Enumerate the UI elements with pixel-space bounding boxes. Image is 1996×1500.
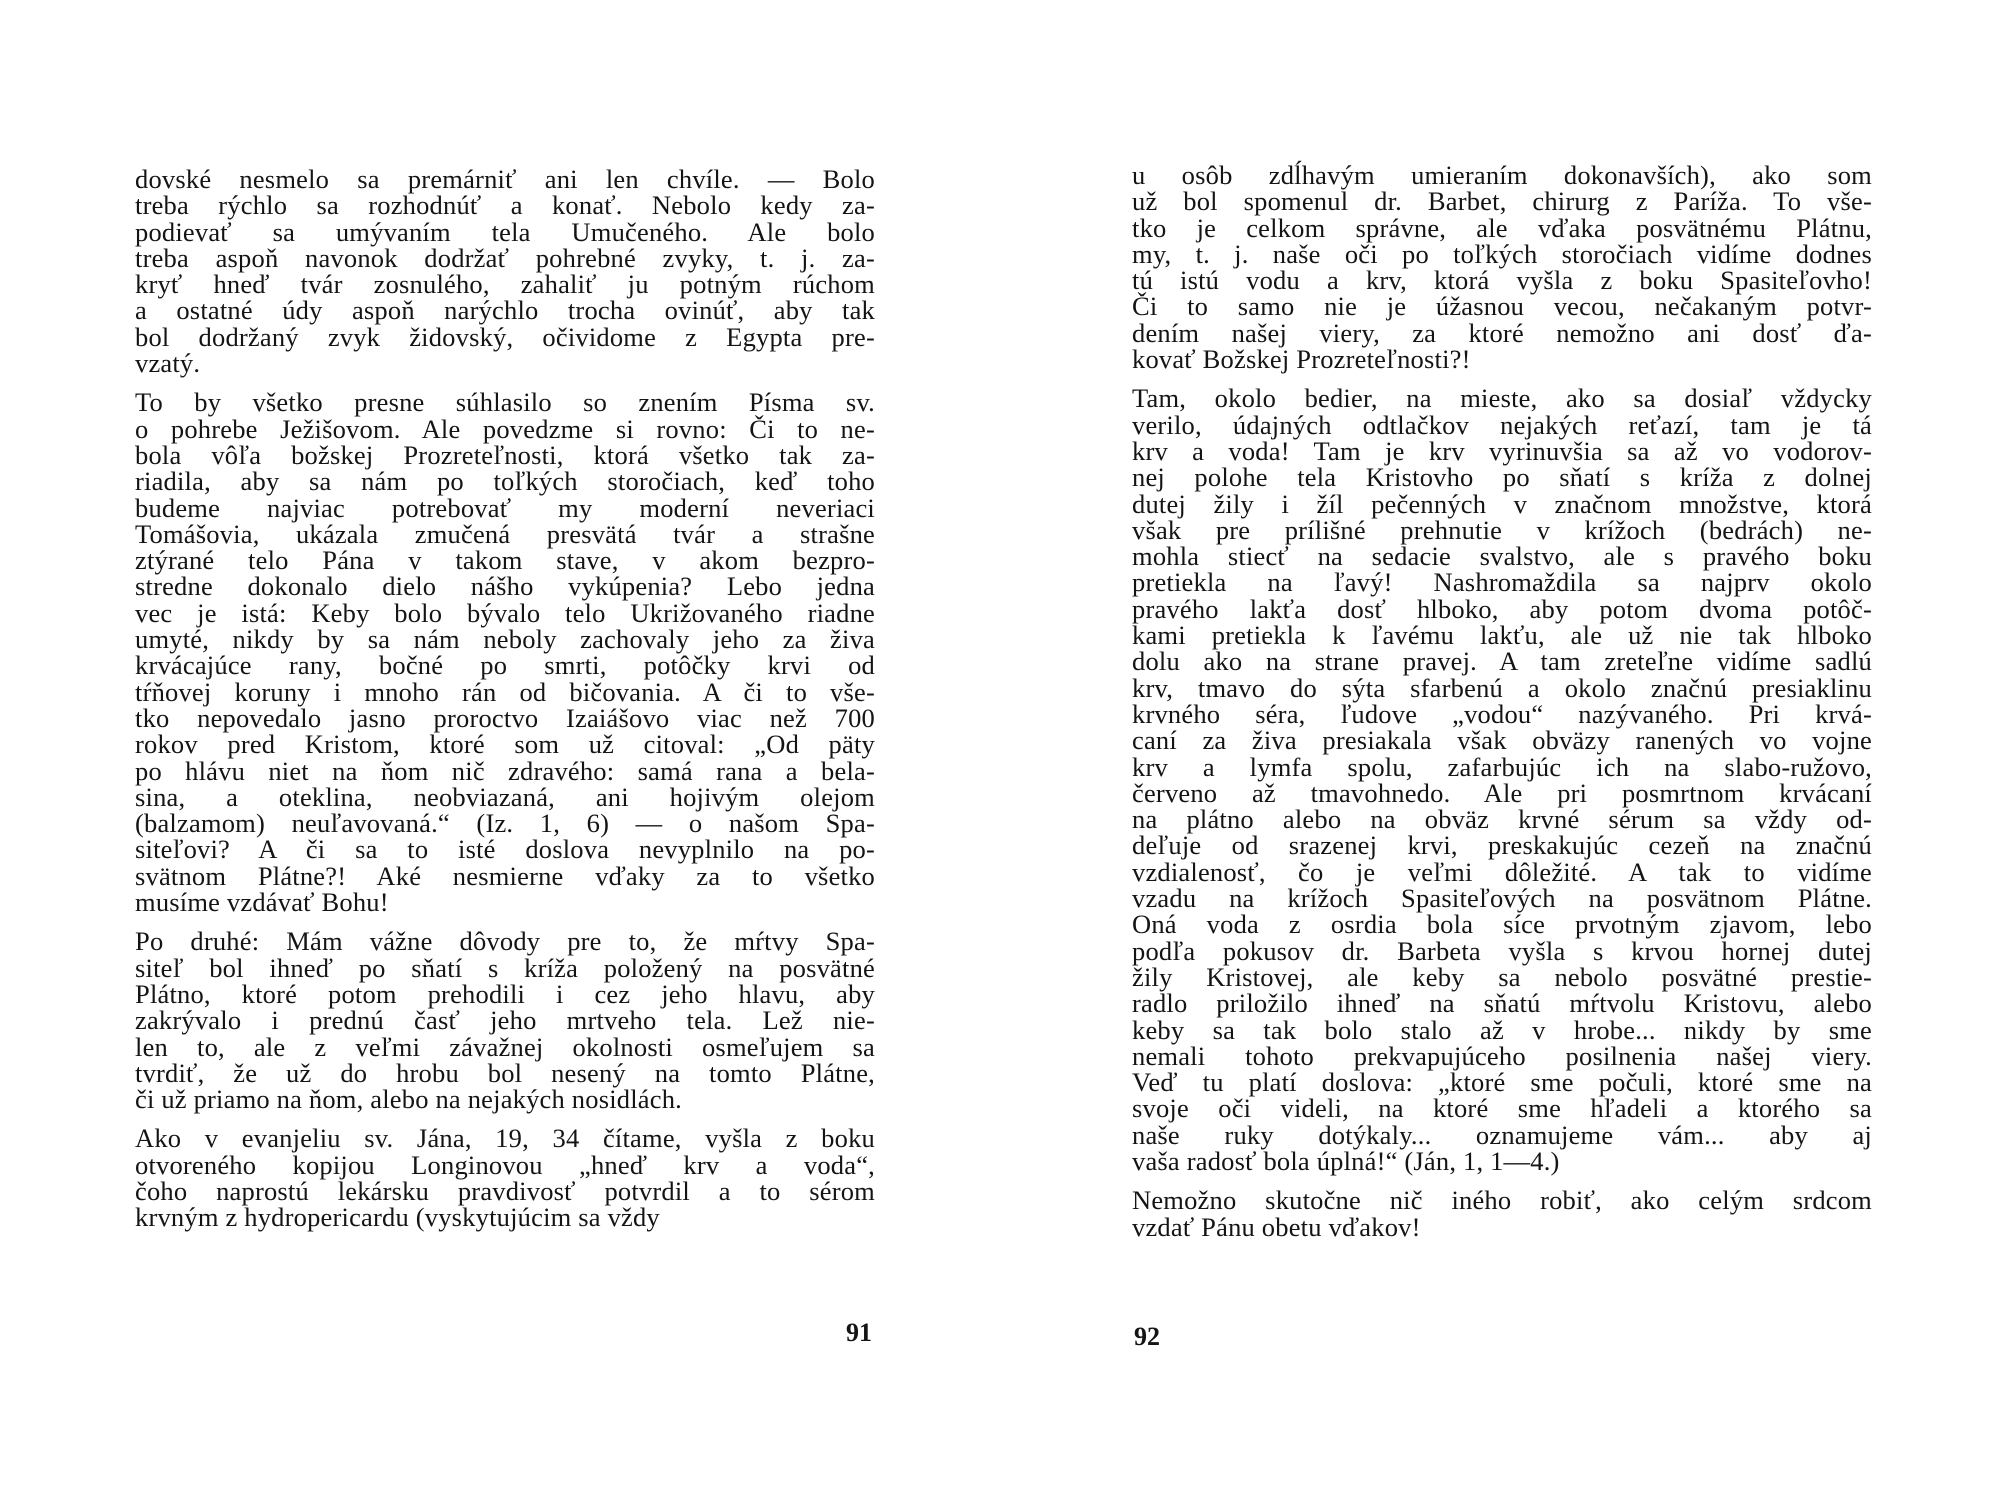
text-line: či už priamo na ňom, alebo na nejakých nosidlách. — [135, 1084, 682, 1115]
text-line: zakrývalo i prednú časť jeho mrtveho tela. Lež nie- — [135, 1005, 875, 1036]
text-line: naše ruky dotýkaly... oznamujeme vám... aby aj — [1132, 1119, 1872, 1150]
text-line: dolu ako na strane pravej. A tam zreteľne vidíme sadlú — [1132, 646, 1872, 677]
text-line: Tam, okolo bedier, na mieste, ako sa dosiaľ vždycky — [1132, 383, 1872, 414]
text-line: krv, tmavo do sýta sfarbenú a okolo značnú presiaklinu — [1132, 672, 1872, 703]
text-line: musíme vzdávať Bohu! — [135, 887, 389, 918]
text-line: kovať Božskej Prozreteľnosti?! — [1132, 344, 1471, 375]
text-line: po hlávu niet na ňom nič zdravého: samá rana a bela- — [135, 755, 875, 786]
paragraph — [1132, 160, 1872, 375]
text-line: tú istú vodu a krv, ktorá vyšla z boku Spasiteľovho! — [1132, 265, 1872, 296]
page-number: 91 — [846, 1318, 872, 1347]
text-line: radlo priložilo ihneď na sňatú mŕtvolu Kristovu, alebo — [1132, 988, 1872, 1019]
text-line: nemali tohoto prekvapujúceho posilnenia našej viery. — [1132, 1040, 1872, 1071]
text-line: siteľovi? A či sa to isté doslova nevyplnilo na po- — [135, 834, 875, 865]
text-line: treba aspoň navonok dodržať pohrebné zvyky, t. j. za- — [135, 242, 875, 273]
text-line: krvácajúce rany, bočné po smrti, potôčky krvi od — [135, 650, 875, 681]
text-line: vzatý. — [135, 348, 201, 379]
text-line: dutej žily i žíl pečenných v značnom množstve, ktorá — [1132, 488, 1872, 519]
text-line: vzdať Pánu obetu vďakov! — [1132, 1211, 1421, 1242]
text-line: verilo, údajných odtlačkov nejakých reťazí, tam je tá — [1132, 409, 1872, 440]
text-line: budeme najviac potrebovať my moderní neveriaci — [135, 492, 875, 523]
text-line: krvným z hydropericardu (vyskytujúcim sa vždy — [135, 1202, 660, 1233]
text-line: otvoreného kopijou Longinovou „hneď krv a voda“, — [135, 1149, 875, 1180]
text-line: pravého lakťa dosť hlboko, aby potom dvoma potôč- — [1132, 593, 1872, 624]
text-line: čoho naprostú lekársku pravdivosť potvrdil a to sérom — [135, 1175, 875, 1206]
text-line: my, t. j. naše oči po toľkých storočiach vidíme dodnes — [1132, 238, 1872, 269]
text-line: deľuje od srazenej krvi, preskakujúc cezeň na značnú — [1132, 830, 1872, 861]
text-line: krv a voda! Tam je krv vyrinuvšia sa až vo vodorov- — [1132, 435, 1872, 466]
text-line: tŕňovej koruny i mnoho rán od bičovania. A či to vše- — [135, 676, 875, 707]
text-line: podľa pokusov dr. Barbeta vyšla s krvou hornej dutej — [1132, 935, 1872, 966]
text-line: krvného séra, ľudove „vodou“ nazývaného. Pri krvá- — [1132, 698, 1872, 729]
text-line: keby sa tak bolo stalo až v hrobe... nikdy by sme — [1132, 1014, 1872, 1045]
text-line: siteľ bol ihneď po sňatí s kríža položený na posvätné — [135, 952, 875, 983]
text-line: však pre prílišné prehnutie v krížoch (bedrách) ne- — [1132, 514, 1872, 545]
paragraph — [135, 1123, 875, 1233]
page-number: 92 — [1134, 1322, 1160, 1351]
text-line: na plátno alebo na obväz krvné sérum sa vždy od- — [1132, 804, 1872, 835]
text-line: bol dodržaný zvyk židovský, očividome z Egypta pre- — [135, 321, 875, 352]
text-line: (balzamom) neuľavovaná.“ (Iz. 1, 6) — o našom Spa- — [135, 808, 875, 839]
text-line: podievať sa umývaním tela Umučeného. Ale bolo — [135, 216, 875, 247]
text-line: Veď tu platí doslova: „ktoré sme počuli, ktoré sme na — [1132, 1067, 1872, 1098]
text-line: vec je istá: Keby bolo bývalo telo Ukrižovaného riadne — [135, 597, 875, 628]
left-page-text — [135, 166, 875, 1231]
text-line: Tomášovia, ukázala zmučená presvätá tvár a strašne — [135, 518, 875, 549]
text-line: žily Kristovej, ale keby sa nebolo posvätné prestie- — [1132, 961, 1872, 992]
text-line: u osôb zdĺhavým umieraním dokonavších), ako som — [1132, 160, 1872, 190]
text-line: dovské nesmelo sa premárniť ani len chvíle. — Bolo — [135, 164, 875, 194]
text-line: kryť hneď tvár zosnulého, zahaliť ju potným rúchom — [135, 269, 875, 300]
text-line: Po druhé: Mám vážne dôvody pre to, že mŕtvy Spa- — [135, 926, 875, 957]
text-line: tvrdiť, že už do hrobu bol nesený na tomto Plátne, — [135, 1057, 875, 1088]
text-line: umyté, nikdy by sa nám neboly zachovaly jeho za živa — [135, 624, 875, 655]
text-line: stredne dokonalo dielo nášho vykúpenia? Lebo jedna — [135, 571, 875, 602]
text-line: caní za živa presiakala však obväzy ranených vo vojne — [1132, 725, 1872, 756]
text-line: Ako v evanjeliu sv. Jána, 19, 34 čítame, vyšla z boku — [135, 1123, 875, 1154]
text-line: červeno až tmavohnedo. Ale pri posmrtnom krvácaní — [1132, 777, 1872, 808]
text-line: tko je celkom správne, ale vďaka posvätnému Plátnu, — [1132, 212, 1872, 243]
text-line: mohla stiecť na sedacie svalstvo, ale s pravého boku — [1132, 541, 1872, 572]
paragraph — [1132, 385, 1872, 1174]
text-line: už bol spomenul dr. Barbet, chirurg z Paríža. To vše- — [1132, 186, 1872, 217]
text-line: treba rýchlo sa rozhodnúť a konať. Nebolo kedy za- — [135, 190, 875, 221]
text-line: o pohrebe Ježišovom. Ale povedzme si rovno: Či to ne- — [135, 413, 875, 444]
text-line: Nemožno skutočne nič iného robiť, ako celým srdcom — [1132, 1185, 1872, 1216]
right-page — [998, 0, 1996, 1500]
text-line: rokov pred Kristom, ktoré som už citoval: „Od päty — [135, 729, 875, 760]
text-line: bola vôľa božskej Prozreteľnosti, ktorá všetko tak za- — [135, 439, 875, 470]
text-line: pretiekla na ľavý! Nashromaždila sa najprv okolo — [1132, 567, 1872, 598]
text-line: vzadu na krížoch Spasiteľových na posvätnom Plátne. — [1132, 883, 1872, 914]
text-line: nej polohe tela Kristovho po sňatí s kríža z dolnej — [1132, 462, 1872, 493]
paragraph — [135, 387, 875, 918]
text-line: riadila, aby sa nám po toľkých storočiach, keď toho — [135, 466, 875, 497]
text-line: Oná voda z osrdia bola síce prvotným zjavom, lebo — [1132, 909, 1872, 940]
paragraph — [1132, 1187, 1872, 1240]
text-line: len to, ale z veľmi závažnej okolnosti osmeľujem sa — [135, 1031, 875, 1062]
text-line: Či to samo nie je úžasnou vecou, nečakaným potvr- — [1132, 291, 1872, 322]
text-line: Plátno, ktoré potom prehodili i cez jeho hlavu, aby — [135, 978, 875, 1009]
text-line: a ostatné údy aspoň narýchlo trocha ovinúť, aby tak — [135, 295, 875, 326]
text-line: kami pretiekla k ľavému lakťu, ale už nie tak hlboko — [1132, 620, 1872, 651]
right-page-text — [1132, 162, 1872, 1240]
paragraph — [135, 164, 875, 379]
text-line: vzdialenosť, čo je veľmi dôležité. A tak to vidíme — [1132, 856, 1872, 887]
text-line: svätnom Plátne?! Aké nesmierne vďaky za to všetko — [135, 860, 875, 891]
text-line: sina, a oteklina, neobviazaná, ani hojivým olejom — [135, 781, 875, 812]
text-line: krv a lymfa spolu, zafarbujúc ich na slabo-ružovo, — [1132, 751, 1872, 782]
text-line: tko nepovedalo jasno proroctvo Izaiášovo viac než 700 — [135, 702, 875, 733]
text-line: ztýrané telo Pána v takom stave, v akom bezpro- — [135, 545, 875, 576]
text-line: svoje oči videli, na ktoré sme hľadeli a ktorého sa — [1132, 1093, 1872, 1124]
text-line: To by všetko presne súhlasilo so znením Písma sv. — [135, 387, 875, 418]
paragraph — [135, 926, 875, 1115]
text-line: vaša radosť bola úplná!“ (Ján, 1, 1—4.) — [1132, 1145, 1560, 1176]
text-line: dením našej viery, za ktoré nemožno ani dosť ďa- — [1132, 317, 1872, 348]
